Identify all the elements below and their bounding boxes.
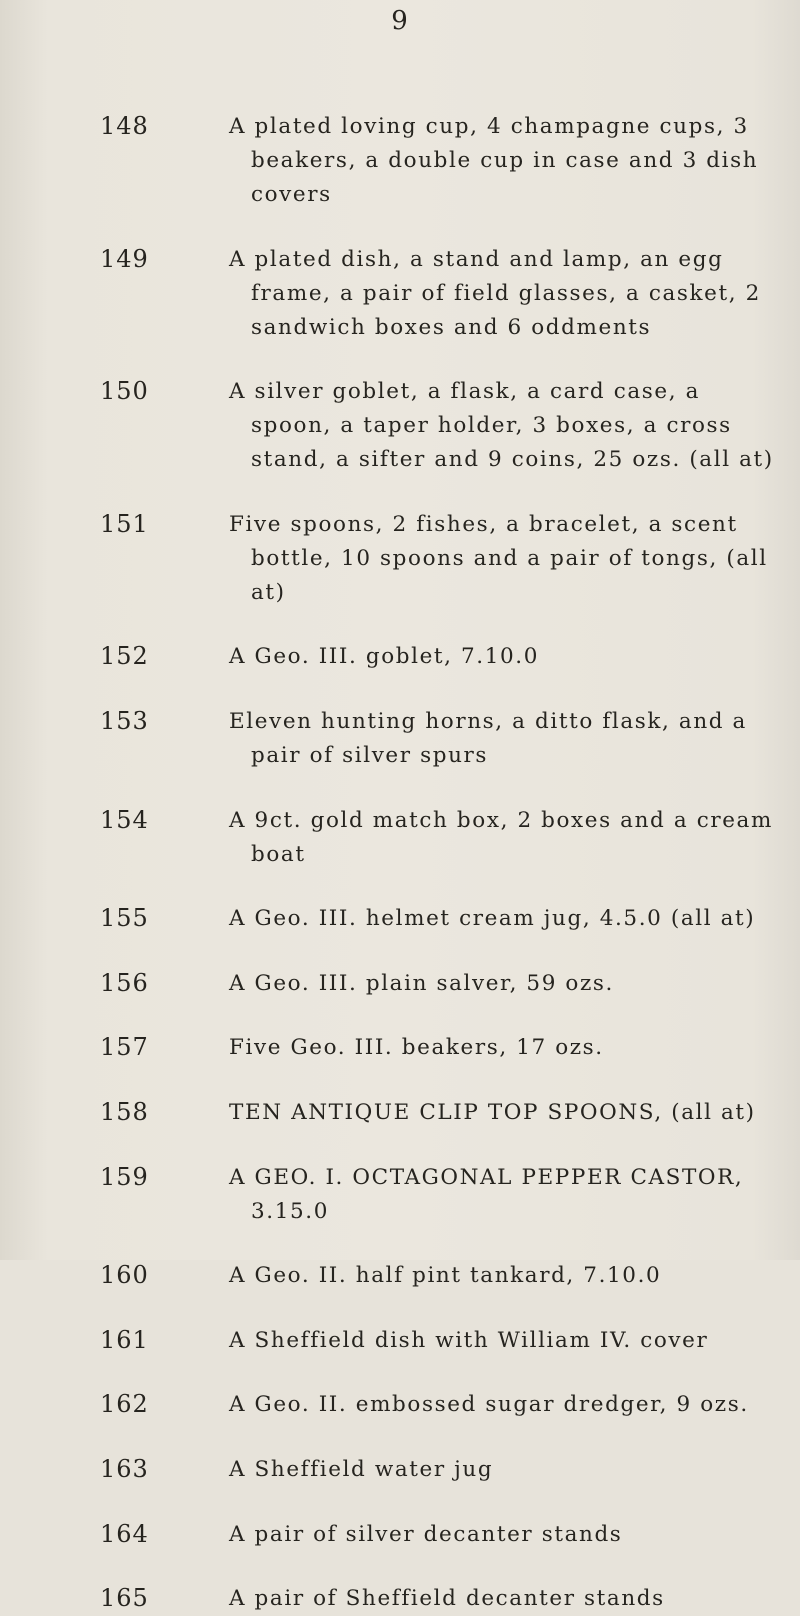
lot-description: Five spoons, 2 fishes, a bracelet, a scent bottle, 10 spoons and a pair of tongs, (all at) [229, 511, 768, 605]
lot-description: A Geo. II. half pint tankard, 7.10.0 [229, 1263, 662, 1289]
lot-number: 152 [100, 642, 149, 671]
lot-number: 164 [100, 1519, 149, 1548]
lot-number: 163 [100, 1455, 149, 1483]
lot-number: 156 [100, 968, 149, 997]
lot-number: 153 [100, 707, 149, 735]
lot-number: 159 [100, 1162, 149, 1191]
lot-number: 158 [100, 1098, 149, 1126]
lot-description: Five Geo. III. beakers, 17 ozs. [229, 1035, 604, 1061]
lot-number: 161 [100, 1325, 149, 1354]
lot-description: A Sheffield dish with William IV. cover [229, 1327, 709, 1353]
lot-description: Eleven hunting horns, a ditto flask, and a pair of silver spurs [229, 709, 747, 768]
lot-description: A Geo. II. embossed sugar dredger, 9 ozs. [229, 1392, 749, 1418]
lot-number: 148 [100, 112, 149, 140]
lot-number: 149 [100, 244, 149, 273]
lot-number: 150 [100, 377, 149, 406]
lot-description: A 9ct. gold match box, 2 boxes and a cream boat [229, 807, 773, 867]
lot-description: A plated loving cup, 4 champagne cups, 3 beakers, a double cup in case and 3 dish covers [229, 114, 759, 207]
lot-number: 154 [100, 805, 149, 834]
lot-description: A plated dish, a stand and lamp, an egg frame, a pair of field glasses, a casket, 2 sandwich boxes and 6 oddments [229, 246, 761, 340]
lot-description: A pair of silver decanter stands [229, 1521, 623, 1547]
lot-number: 162 [100, 1390, 149, 1419]
lot-description: A silver goblet, a flask, a card case, a spoon, a taper holder, 3 boxes, a cross stand, a sifter and 9 coins, 25 ozs. (all at) [229, 379, 774, 473]
lot-description: A GEO. I. OCTAGONAL PEPPER CASTOR, 3.15.0 [229, 1164, 744, 1224]
lot-description: A Geo. III. plain salver, 59 ozs. [229, 970, 614, 996]
page-number: 9 [391, 6, 409, 36]
lot-number: 157 [100, 1033, 149, 1062]
lot-number: 155 [100, 904, 149, 933]
lot-description: TEN ANTIQUE CLIP TOP SPOONS, (all at) [229, 1100, 756, 1125]
lot-description: A pair of Sheffield decanter stands [229, 1586, 665, 1612]
lot-number: 165 [100, 1584, 149, 1613]
lot-description: A Sheffield water jug [229, 1457, 494, 1482]
lot-description: A Geo. III. helmet cream jug, 4.5.0 (all at) [229, 906, 756, 932]
lot-description: A Geo. III. goblet, 7.10.0 [229, 644, 540, 670]
lot-number: 151 [100, 509, 149, 538]
lot-number: 160 [100, 1261, 149, 1290]
